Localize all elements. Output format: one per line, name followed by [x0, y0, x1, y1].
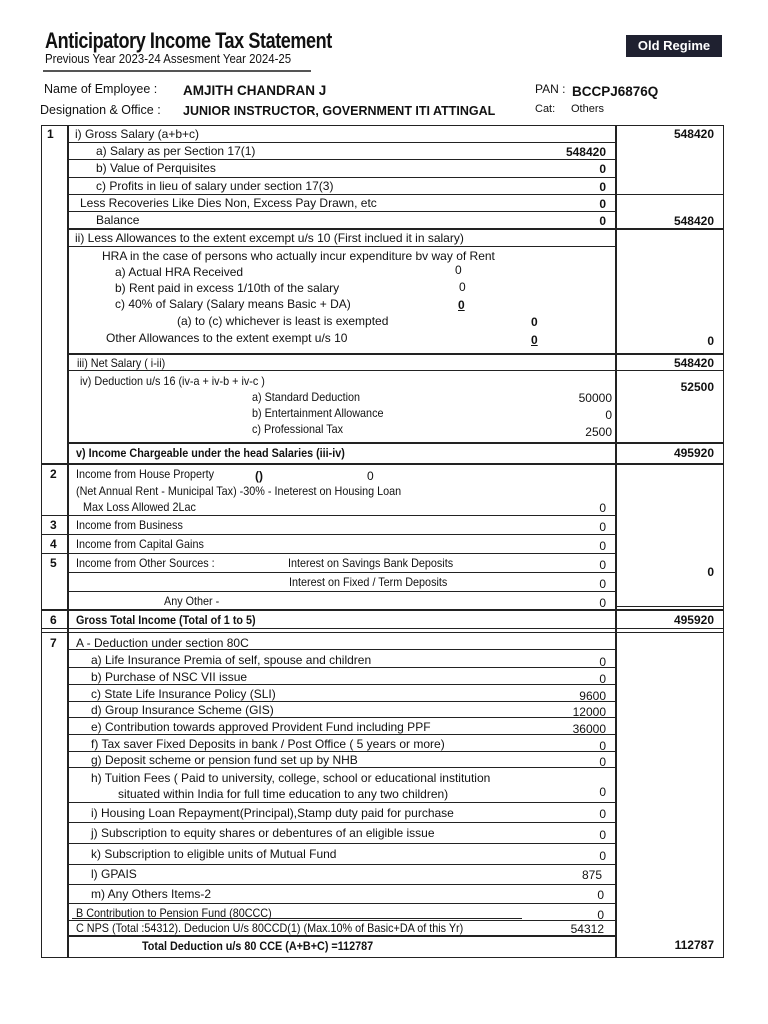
- regime-badge: Old Regime: [626, 35, 722, 57]
- page-subtitle: Previous Year 2023-24 Assesment Year 2024-25: [45, 51, 292, 66]
- table-rule: [69, 751, 615, 752]
- table-rule: [69, 667, 615, 668]
- net-salary-total: 548420: [673, 356, 714, 370]
- title-divider: [43, 70, 311, 72]
- designation-value: JUNIOR INSTRUCTOR, GOVERNMENT ITI ATTINGAL: [183, 104, 496, 118]
- perquisites-label: b) Value of Perquisites: [96, 161, 216, 175]
- section-number: 7: [50, 636, 57, 650]
- standard-deduction-value: 50000: [578, 391, 612, 405]
- table-border: [615, 125, 617, 958]
- table-rule: [69, 142, 615, 143]
- capital-gains-value: 0: [599, 539, 606, 553]
- table-rule: [41, 553, 615, 554]
- table-rule: [41, 632, 724, 633]
- savings-interest-value: 0: [599, 558, 606, 572]
- deduction-item-label: i) Housing Loan Repayment(Principal),Stamp duty paid for purchase: [91, 806, 454, 820]
- other-allowances-label: Other Allowances to the extent exempt u/s 10: [106, 331, 348, 345]
- house-property-label: Income from House Property: [76, 467, 215, 481]
- entertainment-allowance-label: b) Entertainment Allowance: [252, 406, 384, 420]
- salary-17-1-value: 548420: [565, 145, 606, 159]
- deduction-item-label: f) Tax saver Fixed Deposits in bank / Post Office ( 5 years or more): [91, 737, 445, 751]
- deduction-item-label: l) GPAIS: [91, 867, 137, 881]
- section-number: 1: [47, 127, 54, 141]
- capital-gains-label: Income from Capital Gains: [76, 537, 204, 551]
- table-rule: [615, 606, 724, 607]
- gross-salary-label: i) Gross Salary (a+b+c): [75, 127, 200, 141]
- house-property-paren: (): [255, 469, 263, 483]
- total-deduction-80cce-value: 112787: [674, 938, 714, 952]
- table-border: [41, 125, 724, 126]
- deduction-item-label: g) Deposit scheme or pension fund set up by NHB: [91, 753, 358, 767]
- category-value: Others: [571, 103, 605, 115]
- table-rule: [41, 515, 615, 516]
- income-chargeable-label: v) Income Chargeable under the head Salaries (iii-iv): [76, 446, 345, 460]
- savings-interest-label: Interest on Savings Bank Deposits: [288, 556, 454, 570]
- table-rule: [41, 628, 724, 629]
- table-rule: [69, 177, 615, 178]
- balance-total: 548420: [673, 214, 714, 228]
- table-rule: [69, 884, 615, 885]
- deduction-16-label: iv) Deduction u/s 16 (iv-a + iv-b + iv-c ): [80, 374, 265, 388]
- fixed-deposit-interest-label: Interest on Fixed / Term Deposits: [289, 575, 448, 589]
- deduction-item-value: 0: [599, 828, 606, 842]
- table-rule: [69, 370, 724, 371]
- deduction-16-total: 52500: [680, 380, 714, 394]
- deduction-item-value: 0: [599, 785, 606, 799]
- deduction-item-value: 0: [599, 807, 606, 821]
- page-title: Anticipatory Income Tax Statement: [45, 28, 332, 53]
- deduction-item-value: 0: [599, 739, 606, 753]
- standard-deduction-label: a) Standard Deduction: [252, 390, 361, 404]
- table-rule: [69, 767, 615, 768]
- table-rule: [69, 935, 615, 937]
- employee-name-label: Name of Employee :: [44, 82, 158, 96]
- table-rule: [69, 701, 615, 702]
- gross-total-income-value: 495920: [673, 613, 714, 627]
- category-label: Cat:: [535, 103, 556, 115]
- hra-actual-value: 0: [455, 263, 462, 277]
- pan-value: BCCPJ6876Q: [572, 84, 659, 99]
- pension-fund-80ccc-label: B Contribution to Pension Fund (80CCC): [76, 906, 272, 920]
- hra-actual-label: a) Actual HRA Received: [115, 265, 244, 279]
- income-chargeable-total: 495920: [673, 446, 714, 460]
- section-number: 2: [50, 467, 57, 481]
- hra-rent-value: 0: [459, 280, 466, 294]
- table-rule: [69, 734, 615, 735]
- entertainment-allowance-value: 0: [605, 408, 612, 422]
- table-rule: [41, 534, 615, 535]
- table-rule: [69, 843, 615, 844]
- table-rule: [69, 864, 615, 865]
- table-rule: [69, 228, 724, 230]
- employee-name: AMJITH CHANDRAN J: [183, 83, 327, 98]
- professional-tax-label: c) Professional Tax: [252, 422, 344, 436]
- table-rule: [69, 684, 615, 685]
- fixed-deposit-interest-value: 0: [599, 577, 606, 591]
- total-deduction-80cce-label: Total Deduction u/s 80 CCE (A+B+C) =112787: [142, 939, 374, 953]
- table-rule: [69, 246, 615, 247]
- deduction-item-value: 0: [599, 672, 606, 686]
- deduction-item-label: j) Subscription to equity shares or debentures of an eligible issue: [91, 826, 435, 840]
- deduction-item-label: b) Purchase of NSC VII issue: [91, 670, 248, 684]
- deduction-item-value: 36000: [572, 722, 606, 736]
- deduction-item-value: 0: [597, 888, 604, 902]
- net-salary-label: iii) Net Salary ( i-ii): [77, 356, 166, 370]
- deduction-item-label: e) Contribution towards approved Provident Fund including PPF: [91, 720, 431, 734]
- max-loss-label: Max Loss Allowed 2Lac: [83, 500, 196, 514]
- table-border: [67, 125, 69, 958]
- deduction-80c-header: A - Deduction under section 80C: [76, 636, 249, 650]
- table-rule: [69, 822, 615, 823]
- deduction-item-label: m) Any Others Items-2: [91, 887, 212, 901]
- recoveries-value: 0: [599, 197, 606, 211]
- table-rule: [69, 194, 724, 195]
- allowances-total: 0: [707, 334, 714, 348]
- deduction-item-label: k) Subscription to eligible units of Mutual Fund: [91, 847, 337, 861]
- business-income-value: 0: [599, 520, 606, 534]
- table-border: [41, 957, 724, 958]
- any-other-label: Any Other -: [164, 594, 220, 608]
- perquisites-value: 0: [599, 162, 606, 176]
- deduction-item-value: 0: [599, 849, 606, 863]
- deduction-item-value: 9600: [579, 689, 606, 703]
- allowances-label: ii) Less Allowances to the extent excempt u/s 10 (First inclued it in salary): [75, 231, 464, 245]
- table-rule: [69, 802, 615, 803]
- least-exempted-label: (a) to (c) whichever is least is exempted: [177, 314, 389, 328]
- table-border: [723, 125, 724, 958]
- salary-17-1-label: a) Salary as per Section 17(1): [96, 144, 256, 158]
- table-rule: [69, 353, 724, 355]
- other-sources-label: Income from Other Sources :: [76, 556, 215, 570]
- gross-total-income-label: Gross Total Income (Total of 1 to 5): [76, 613, 256, 627]
- deduction-item-label: c) State Life Insurance Policy (SLI): [91, 687, 276, 701]
- other-allowances-value: 0: [531, 333, 538, 347]
- table-border: [41, 125, 42, 958]
- gross-salary-total: 548420: [673, 127, 714, 141]
- pan-label: PAN :: [535, 82, 566, 96]
- any-other-value: 0: [599, 596, 606, 610]
- table-rule: [69, 591, 615, 592]
- least-exempted-value: 0: [531, 315, 538, 329]
- deduction-item-label: d) Group Insurance Scheme (GIS): [91, 703, 274, 717]
- profits-lieu-label: c) Profits in lieu of salary under section 17(3): [96, 179, 334, 193]
- house-property-inline-value: 0: [367, 469, 374, 483]
- business-income-label: Income from Business: [76, 518, 183, 532]
- table-rule: [69, 211, 615, 212]
- professional-tax-value: 2500: [585, 425, 612, 439]
- hra-label: HRA in the case of persons who actually incur expenditure bv way of Rent: [102, 249, 495, 263]
- hra-40pct-value: 0: [458, 298, 465, 312]
- section-number: 3: [50, 518, 57, 532]
- deduction-item-value: 12000: [572, 705, 606, 719]
- hra-40pct-label: c) 40% of Salary (Salary means Basic + DA): [115, 297, 351, 311]
- deduction-item-label-cont: situated within India for full time education to any two children): [118, 787, 449, 801]
- pension-fund-80ccc-value: 0: [597, 908, 604, 922]
- nps-80ccd-label: C NPS (Total :54312). Deducion U/s 80CCD(1) (Max.10% of Basic+DA of this Yr): [76, 921, 464, 935]
- deduction-item-label: h) Tuition Fees ( Paid to university, college, school or educational institution: [91, 771, 491, 785]
- deduction-item-label: a) Life Insurance Premia of self, spouse and children: [91, 653, 372, 667]
- table-rule: [41, 609, 724, 611]
- recoveries-label: Less Recoveries Like Dies Non, Excess Pay Drawn, etc: [80, 196, 377, 210]
- deduction-item-value: 0: [599, 755, 606, 769]
- table-rule: [41, 463, 724, 465]
- house-property-formula: (Net Annual Rent - Municipal Tax) -30% - Ineterest on Housing Loan: [76, 484, 402, 498]
- section-number: 6: [50, 613, 57, 627]
- table-rule: [69, 717, 615, 718]
- table-rule: [69, 572, 615, 573]
- balance-value: 0: [599, 214, 606, 228]
- table-rule: [69, 903, 615, 904]
- deduction-item-value: 0: [599, 655, 606, 669]
- balance-label: Balance: [96, 213, 140, 227]
- nps-80ccd-value: 54312: [570, 922, 604, 936]
- other-income-total: 0: [707, 565, 714, 579]
- designation-label: Designation & Office :: [40, 103, 161, 117]
- profits-lieu-value: 0: [599, 180, 606, 194]
- hra-rent-label: b) Rent paid in excess 1/10th of the salary: [115, 281, 340, 295]
- section-number: 5: [50, 556, 57, 570]
- section-number: 4: [50, 537, 57, 551]
- table-rule: [69, 442, 724, 444]
- table-rule: [69, 159, 615, 160]
- deduction-item-value: 875: [581, 868, 602, 882]
- house-property-value: 0: [599, 501, 606, 515]
